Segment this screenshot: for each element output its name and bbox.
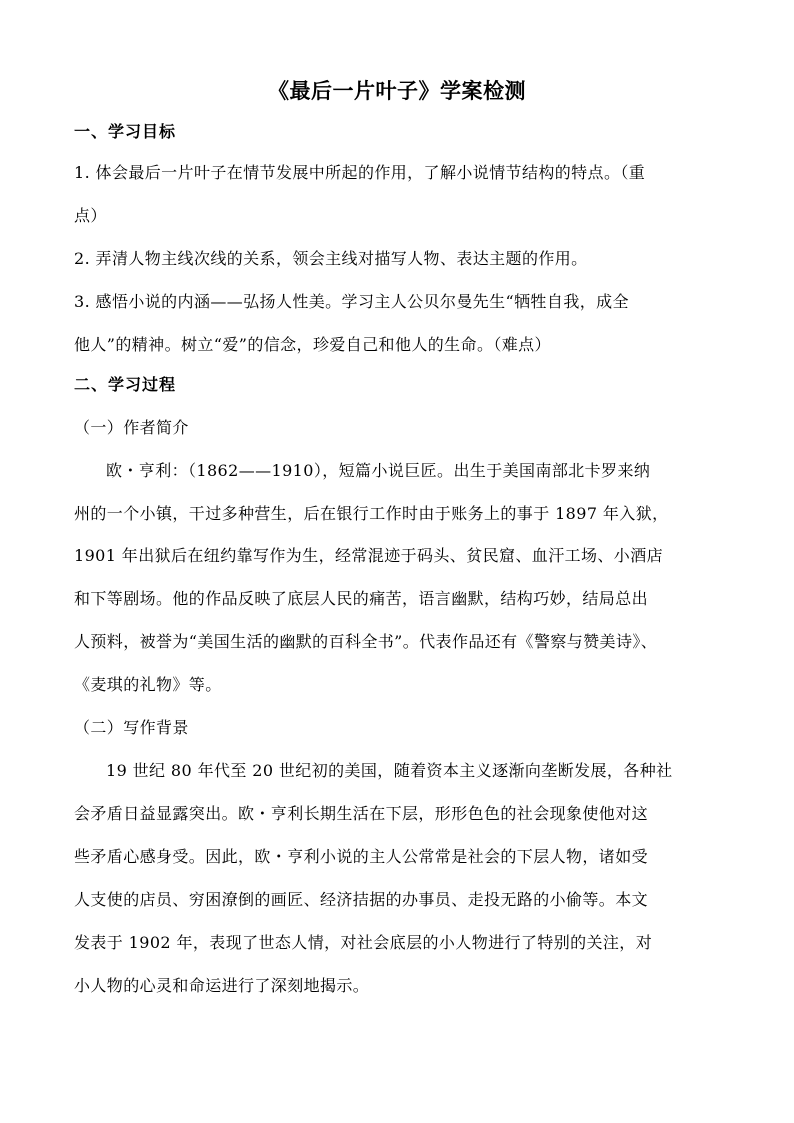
section-heading-objectives: 一、学习目标: [74, 122, 177, 141]
background-paragraph-line: 些矛盾心感身受。因此，欧・亨利小说的主人公常常是社会的下层人物，诸如受: [74, 847, 649, 866]
document-title: 《最后一片叶子》学案检测: [268, 79, 526, 103]
objective-line: 2. 弄清人物主线次线的关系，领会主线对描写人物、表达主题的作用。: [74, 249, 588, 268]
objective-line: 1. 体会最后一片叶子在情节发展中所起的作用，了解小说情节结构的特点。（重: [74, 163, 646, 182]
subsection-heading-background: （二）写作背景: [74, 718, 189, 737]
objective-line: 他人”的精神。树立“爱”的信念，珍爱自己和他人的生命。（难点）: [74, 335, 551, 354]
background-paragraph-line: 会矛盾日益显露突出。欧・亨利长期生活在下层，形形色色的社会现象使他对这: [74, 804, 649, 823]
background-paragraph-line: 19 世纪 80 年代至 20 世纪初的美国，随着资本主义逐渐向垄断发展，各种社: [106, 761, 673, 780]
author-paragraph-line: 和下等剧场。他的作品反映了底层人民的痛苦，语言幽默，结构巧妙，结局总出: [74, 589, 649, 608]
author-paragraph-line: 州的一个小镇，干过多种营生，后在银行工作时由于账务上的事于 1897 年入狱，: [74, 504, 669, 523]
background-paragraph-line: 发表于 1902 年，表现了世态人情，对社会底层的小人物进行了特别的关注，对: [74, 933, 653, 952]
objective-line: 点）: [74, 206, 107, 225]
objective-line: 3. 感悟小说的内涵——弘扬人性美。学习主人公贝尔曼先生“牺牲自我，成全: [74, 292, 629, 311]
author-paragraph-line: 欧・亨利：（1862——1910），短篇小说巨匠。出生于美国南部北卡罗来纳: [106, 461, 651, 480]
author-paragraph-line: 1901 年出狱后在纽约靠写作为生，经常混迹于码头、贫民窟、血汗工场、小酒店: [74, 546, 664, 565]
section-heading-process: 二、学习过程: [74, 375, 177, 394]
background-paragraph-line: 小人物的心灵和命运进行了深刻地揭示。: [74, 976, 370, 995]
background-paragraph-line: 人支使的店员、穷困潦倒的画匠、经济拮据的办事员、走投无路的小偷等。本文: [74, 890, 649, 909]
subsection-heading-author: （一）作者简介: [74, 418, 189, 437]
author-paragraph-line: 《麦琪的礼物》等。: [74, 675, 222, 694]
author-paragraph-line: 人预料，被誉为“美国生活的幽默的百科全书”。代表作品还有《警察与赞美诗》、: [74, 632, 658, 651]
